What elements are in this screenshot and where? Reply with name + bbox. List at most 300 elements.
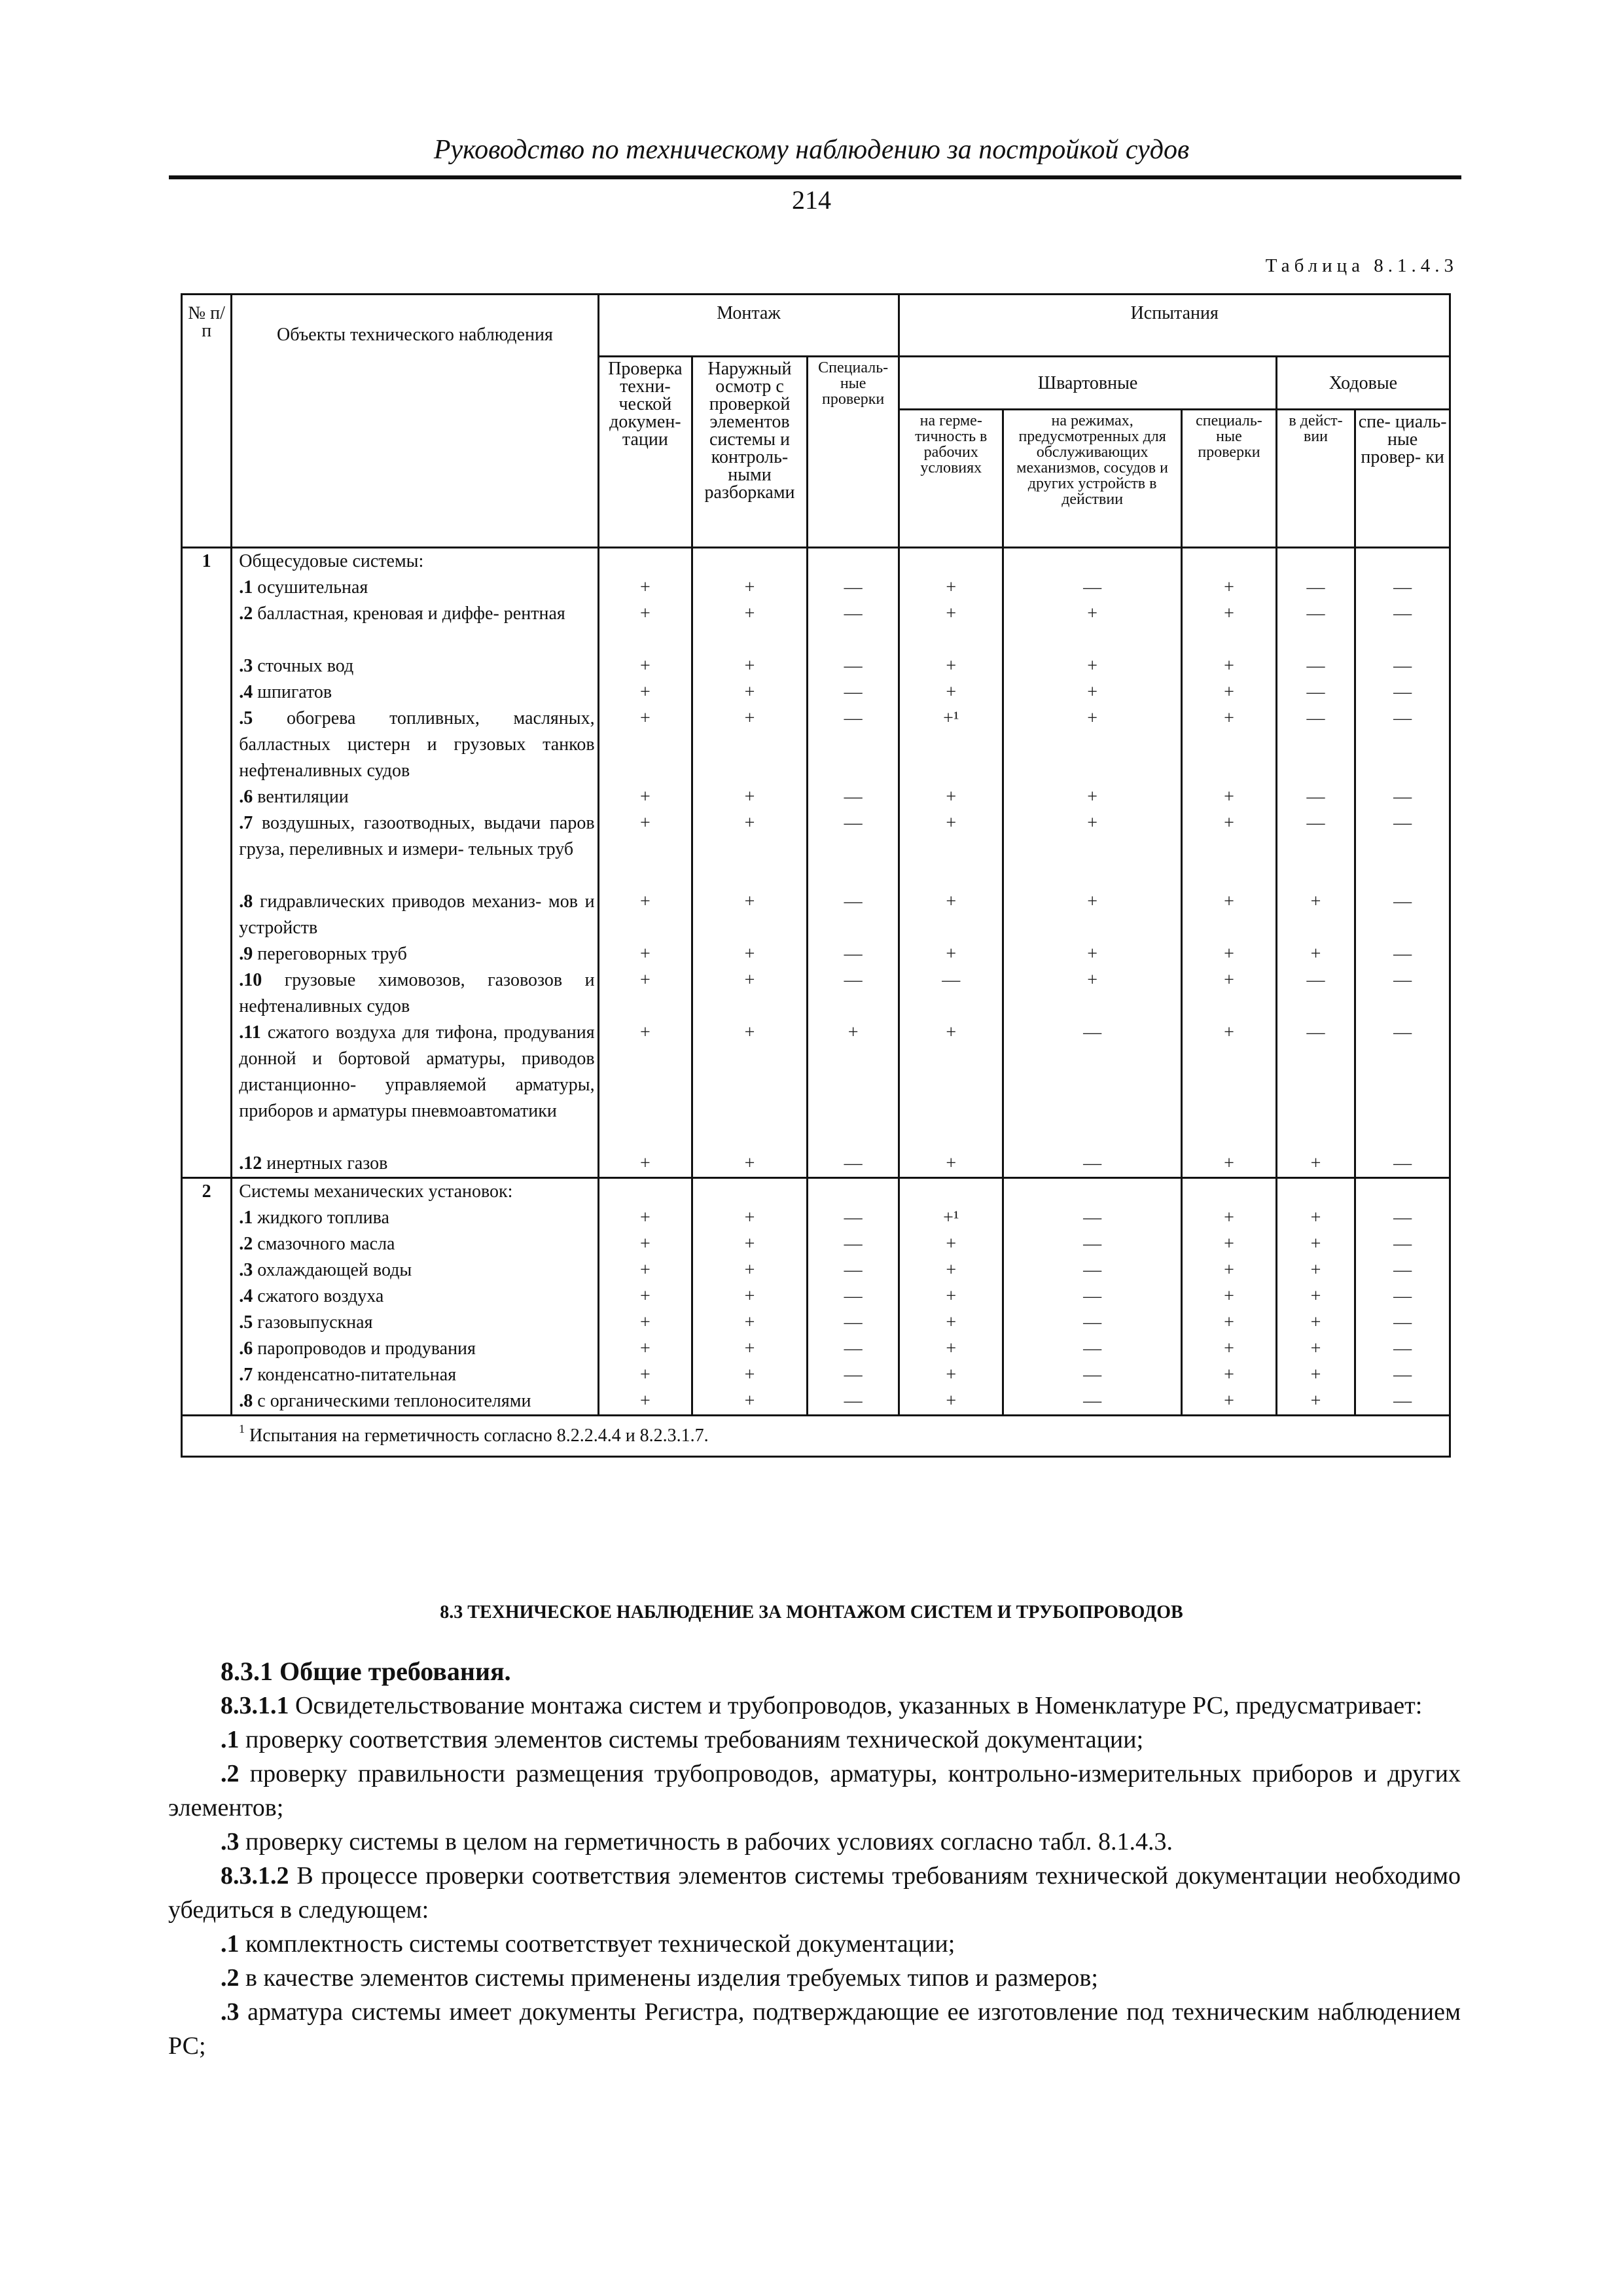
mark-cell xyxy=(1356,810,1449,889)
plus-mark: + xyxy=(946,1338,957,1359)
mark-cell xyxy=(1356,784,1449,810)
mark-column xyxy=(807,548,899,1178)
footnote-text: Испытания на герметичность согласно 8.2.2.4.4 и 8.2.3.1.7. xyxy=(249,1426,709,1446)
object-item-number: .3 xyxy=(239,1260,253,1280)
dash-mark: — xyxy=(1393,1260,1412,1280)
mark-cell xyxy=(808,1257,899,1283)
plus-mark: +¹ xyxy=(943,708,959,728)
plus-mark: + xyxy=(639,656,651,676)
mark-cell xyxy=(1004,1020,1181,1151)
dash-mark: — xyxy=(844,891,863,912)
col-header-modes: на режимах, предусмотренных для обслуживающих механизмов, сосудов и других устройств в действии xyxy=(1003,410,1182,548)
mark-cell xyxy=(599,1205,692,1231)
plus-mark: + xyxy=(1224,1260,1234,1280)
mark-cell xyxy=(808,1283,899,1310)
paragraph-number: 8.3.1.2 xyxy=(221,1862,289,1890)
mark-cell xyxy=(808,967,899,1020)
plus-mark: + xyxy=(1087,708,1098,728)
paragraph-8-3-1-2 xyxy=(168,1859,1461,1927)
object-item-number: .2 xyxy=(239,603,253,624)
mark-cell xyxy=(1004,784,1181,810)
dash-mark: — xyxy=(1083,1208,1102,1228)
dash-mark: — xyxy=(1393,682,1412,702)
mark-cell xyxy=(1004,889,1181,941)
mark-cell xyxy=(1356,1020,1449,1151)
col-header-ispytaniya: Испытания xyxy=(899,295,1450,357)
plus-mark: + xyxy=(946,1391,957,1411)
mark-cell xyxy=(1356,1362,1449,1388)
subsection-title: 8.3.1 Общие требования. xyxy=(221,1657,511,1686)
table-row xyxy=(182,1178,1450,1416)
list-item-text: в качестве элементов системы применены изделия требуемых типов и размеров; xyxy=(239,1964,1098,1992)
mark-cell xyxy=(808,941,899,967)
mark-cell xyxy=(1356,1283,1449,1310)
mark-cell xyxy=(1277,889,1354,941)
mark-cell xyxy=(900,784,1002,810)
dash-mark: — xyxy=(1393,1338,1412,1359)
mark-cell xyxy=(900,706,1002,784)
col-header-doc-check: Проверка техни- ческой докумен- тации xyxy=(598,357,692,548)
dash-mark: — xyxy=(1393,708,1412,728)
col-header-special-checks-sea: спе- циаль- ные провер- ки xyxy=(1355,410,1450,548)
plus-mark: + xyxy=(744,970,755,990)
plus-mark: + xyxy=(639,1286,651,1306)
object-item xyxy=(239,679,594,706)
object-item-text: газовыпускная xyxy=(257,1312,373,1333)
object-item-number: .5 xyxy=(239,1312,253,1333)
object-item-text: сточных вод xyxy=(257,656,354,676)
mark-cell xyxy=(1183,1388,1275,1414)
mark-cell xyxy=(1277,941,1354,967)
object-item-text: балластная, креновая и диффе- рентная xyxy=(257,603,565,624)
mark-cell xyxy=(1004,1388,1181,1414)
plus-mark: + xyxy=(639,970,651,990)
object-item-text: сжатого воздуха для тифона, продувания донной и бортовой арматуры, приводов дистанционно- управляемой арматуры, приборов и арматуры пневмоавтоматики xyxy=(239,1022,595,1121)
mark-cell xyxy=(693,601,806,653)
dash-mark: — xyxy=(844,787,863,807)
mark-cell xyxy=(599,679,692,706)
dash-mark: — xyxy=(844,1260,863,1280)
mark-cell xyxy=(900,1151,1002,1177)
mark-cell xyxy=(599,784,692,810)
mark-column xyxy=(692,548,808,1178)
plus-mark: + xyxy=(946,1022,957,1043)
mark-cell xyxy=(693,706,806,784)
mark-cell xyxy=(808,1205,899,1231)
mark-cell xyxy=(900,967,1002,1020)
plus-mark: + xyxy=(1224,1286,1234,1306)
object-item-number: .8 xyxy=(239,891,253,912)
plus-mark: + xyxy=(744,813,755,833)
mark-cell xyxy=(900,941,1002,967)
mark-cell xyxy=(808,1179,899,1205)
mark-cell xyxy=(1356,575,1449,601)
plus-mark: + xyxy=(639,1391,651,1411)
plus-mark: + xyxy=(1224,970,1234,990)
object-item-number: .4 xyxy=(239,682,253,702)
mark-cell xyxy=(1356,1257,1449,1283)
mark-cell xyxy=(693,679,806,706)
mark-cell xyxy=(1183,784,1275,810)
object-item-number: .5 xyxy=(239,708,253,728)
plus-mark: + xyxy=(946,656,957,676)
object-item-text: сжатого воздуха xyxy=(257,1286,384,1306)
dash-mark: — xyxy=(844,813,863,833)
list-item xyxy=(168,1825,1461,1859)
mark-cell xyxy=(1356,941,1449,967)
plus-mark: + xyxy=(744,656,755,676)
mark-column xyxy=(1276,548,1355,1178)
mark-cell xyxy=(1277,601,1354,653)
mark-cell xyxy=(599,548,692,575)
dash-mark: — xyxy=(1393,1365,1412,1385)
mark-cell xyxy=(1356,1205,1449,1231)
mark-cell xyxy=(599,1151,692,1177)
plus-mark: + xyxy=(744,603,755,624)
plus-mark: + xyxy=(1224,656,1234,676)
mark-cell xyxy=(599,1336,692,1362)
plus-mark: + xyxy=(946,1153,957,1174)
plus-mark: + xyxy=(1310,1286,1321,1306)
mark-cell xyxy=(1183,548,1275,575)
col-header-external-inspection: Наружный осмотр с проверкой элементов системы и контроль- ными разборками xyxy=(692,357,808,548)
dash-mark: — xyxy=(844,577,863,598)
dash-mark: — xyxy=(1083,1391,1102,1411)
object-item-number: .2 xyxy=(239,1234,253,1254)
group-objects xyxy=(232,1178,598,1416)
mark-cell xyxy=(1183,679,1275,706)
mark-cell xyxy=(693,967,806,1020)
mark-column xyxy=(899,548,1003,1178)
plus-mark: + xyxy=(744,1260,755,1280)
group-title: Системы механических установок: xyxy=(239,1181,513,1202)
plus-mark: + xyxy=(1310,1338,1321,1359)
plus-mark: + xyxy=(639,944,651,964)
plus-mark: + xyxy=(744,1022,755,1043)
plus-mark: + xyxy=(639,1338,651,1359)
dash-mark: — xyxy=(1083,1286,1102,1306)
mark-cell xyxy=(900,653,1002,679)
mark-cell xyxy=(900,1388,1002,1414)
running-header: Руководство по техническому наблюдению за постройкой судов xyxy=(433,135,1190,165)
dash-mark: — xyxy=(844,656,863,676)
dash-mark: — xyxy=(1393,1153,1412,1174)
mark-cell xyxy=(808,653,899,679)
plus-mark: + xyxy=(946,813,957,833)
table-body xyxy=(182,548,1450,1457)
mark-cell xyxy=(1356,601,1449,653)
object-item xyxy=(239,575,594,601)
plus-mark: + xyxy=(639,787,651,807)
object-item xyxy=(239,1283,594,1310)
plus-mark: + xyxy=(946,603,957,624)
mark-cell xyxy=(693,1020,806,1151)
plus-mark: + xyxy=(1310,1312,1321,1333)
mark-cell xyxy=(599,1362,692,1388)
mark-cell xyxy=(1004,1336,1181,1362)
plus-mark: + xyxy=(639,1260,651,1280)
mark-cell xyxy=(808,1336,899,1362)
mark-cell xyxy=(693,889,806,941)
plus-mark: + xyxy=(744,577,755,598)
object-item xyxy=(239,1151,594,1177)
group-objects xyxy=(232,548,598,1178)
dash-mark: — xyxy=(1393,603,1412,624)
dash-mark: — xyxy=(844,1391,863,1411)
mark-cell xyxy=(808,810,899,889)
mark-cell xyxy=(1277,1310,1354,1336)
dash-mark: — xyxy=(844,1286,863,1306)
object-item-text: грузовые химовозов, газовозов и нефтеналивных судов xyxy=(239,970,595,1016)
mark-column xyxy=(598,1178,692,1416)
plus-mark: + xyxy=(946,1234,957,1254)
list-item-number: .2 xyxy=(221,1964,240,1992)
plus-mark: + xyxy=(1087,944,1098,964)
body-text xyxy=(168,1655,1461,2063)
mark-cell xyxy=(808,679,899,706)
plus-mark: + xyxy=(744,1208,755,1228)
mark-cell xyxy=(1277,653,1354,679)
inspection-table xyxy=(181,293,1451,1458)
plus-mark: + xyxy=(1310,1208,1321,1228)
mark-cell xyxy=(599,941,692,967)
dash-mark: — xyxy=(1306,577,1325,598)
mark-cell xyxy=(808,1310,899,1336)
page-number: 214 xyxy=(792,185,831,215)
paragraph-text: Освидетельствование монтажа систем и трубопроводов, указанных в Номенклатуре РС, предусматривает: xyxy=(289,1692,1423,1719)
mark-cell xyxy=(693,1362,806,1388)
dash-mark: — xyxy=(1306,656,1325,676)
plus-mark: + xyxy=(744,787,755,807)
plus-mark: + xyxy=(639,1022,651,1043)
paragraph-number: 8.3.1.1 xyxy=(221,1692,289,1719)
mark-cell xyxy=(599,1020,692,1151)
object-item-number: .10 xyxy=(239,970,262,990)
mark-cell xyxy=(1183,1179,1275,1205)
list-item-number: .1 xyxy=(221,1726,240,1753)
dash-mark: — xyxy=(1393,970,1412,990)
list-item-text: проверку системы в целом на герметичность в рабочих условиях согласно табл. 8.1.4.3. xyxy=(239,1828,1173,1856)
col-header-tightness: на герме- тичность в рабочих условиях xyxy=(899,410,1003,548)
mark-cell xyxy=(1004,967,1181,1020)
mark-column xyxy=(1003,548,1182,1178)
plus-mark: + xyxy=(1224,1022,1234,1043)
plus-mark: + xyxy=(744,944,755,964)
mark-cell xyxy=(1183,706,1275,784)
plus-mark: + xyxy=(1087,603,1098,624)
plus-mark: + xyxy=(1310,1234,1321,1254)
plus-mark: + xyxy=(639,1208,651,1228)
mark-cell xyxy=(599,1310,692,1336)
dash-mark: — xyxy=(1393,1286,1412,1306)
mark-cell xyxy=(1004,1283,1181,1310)
object-item xyxy=(239,1257,594,1283)
mark-cell xyxy=(693,1310,806,1336)
object-item-text: вентиляции xyxy=(257,787,349,807)
plus-mark: + xyxy=(946,577,957,598)
dash-mark: — xyxy=(844,1338,863,1359)
list-item xyxy=(168,1723,1461,1757)
dash-mark: — xyxy=(1393,1391,1412,1411)
dash-mark: — xyxy=(1306,682,1325,702)
mark-cell xyxy=(693,1205,806,1231)
plus-mark: + xyxy=(744,1234,755,1254)
table-footnote-row xyxy=(182,1416,1450,1457)
mark-cell xyxy=(1183,1283,1275,1310)
mark-cell xyxy=(693,1231,806,1257)
plus-mark: + xyxy=(1087,813,1098,833)
object-item xyxy=(239,967,594,1020)
plus-mark: + xyxy=(1224,603,1234,624)
plus-mark: + xyxy=(1224,1365,1234,1385)
mark-cell xyxy=(1277,1362,1354,1388)
dash-mark: — xyxy=(1393,577,1412,598)
mark-cell xyxy=(1356,1310,1449,1336)
object-item xyxy=(239,1336,594,1362)
plus-mark: + xyxy=(639,1153,651,1174)
dash-mark: — xyxy=(1393,944,1412,964)
mark-column xyxy=(807,1178,899,1416)
object-item-number: .7 xyxy=(239,1365,253,1385)
plus-mark: + xyxy=(1224,1208,1234,1228)
plus-mark: + xyxy=(1224,682,1234,702)
plus-mark: + xyxy=(639,708,651,728)
plus-mark: + xyxy=(1224,813,1234,833)
plus-mark: + xyxy=(946,944,957,964)
plus-mark: + xyxy=(639,813,651,833)
mark-column xyxy=(1355,1178,1450,1416)
footnote-mark: 1 xyxy=(239,1422,245,1435)
list-item xyxy=(168,1927,1461,1961)
mark-cell xyxy=(1277,1388,1354,1414)
object-item-text: переговорных труб xyxy=(257,944,407,964)
plus-mark: + xyxy=(744,891,755,912)
plus-mark: + xyxy=(946,682,957,702)
mark-cell xyxy=(1004,548,1181,575)
mark-cell xyxy=(693,653,806,679)
object-item xyxy=(239,1310,594,1336)
plus-mark: + xyxy=(1224,944,1234,964)
plus-mark: + xyxy=(744,1286,755,1306)
plus-mark: + xyxy=(1224,577,1234,598)
mark-cell xyxy=(900,1231,1002,1257)
mark-cell xyxy=(1277,706,1354,784)
object-item-number: .1 xyxy=(239,1208,253,1228)
mark-cell xyxy=(1277,1283,1354,1310)
object-item xyxy=(239,1205,594,1231)
plus-mark: + xyxy=(1087,682,1098,702)
dash-mark: — xyxy=(1393,1312,1412,1333)
mark-cell xyxy=(599,601,692,653)
plus-mark: + xyxy=(1224,891,1234,912)
mark-cell xyxy=(599,1179,692,1205)
object-item xyxy=(239,1231,594,1257)
plus-mark: + xyxy=(1224,708,1234,728)
dash-mark: — xyxy=(1393,891,1412,912)
object-item-number: .9 xyxy=(239,944,253,964)
object-item-text: инертных газов xyxy=(266,1153,388,1174)
dash-mark: — xyxy=(1306,787,1325,807)
group-title: Общесудовые системы: xyxy=(239,551,424,571)
mark-cell xyxy=(599,1283,692,1310)
mark-cell xyxy=(1356,679,1449,706)
object-item-text: шпигатов xyxy=(257,682,332,702)
plus-mark: + xyxy=(744,1338,755,1359)
mark-cell xyxy=(1277,1179,1354,1205)
mark-cell xyxy=(1356,967,1449,1020)
list-item-text: арматура системы имеет документы Регистра, подтверждающие ее изготовление под техническим наблюдением РС; xyxy=(168,1998,1461,2060)
list-item-number: .3 xyxy=(221,1998,240,2026)
plus-mark: + xyxy=(1087,787,1098,807)
mark-cell xyxy=(1004,653,1181,679)
plus-mark: + xyxy=(946,1260,957,1280)
mark-cell xyxy=(808,1151,899,1177)
mark-cell xyxy=(808,548,899,575)
object-item-text: осушительная xyxy=(257,577,368,598)
object-item-text: обогрева топливных, масляных, балластных цистерн и грузовых танков нефтеналивных судов xyxy=(239,708,595,781)
object-item-number: .3 xyxy=(239,656,253,676)
mark-cell xyxy=(1004,810,1181,889)
mark-cell xyxy=(900,1020,1002,1151)
plus-mark: +¹ xyxy=(943,1208,959,1228)
dash-mark: — xyxy=(1083,1338,1102,1359)
mark-cell xyxy=(900,601,1002,653)
plus-mark: + xyxy=(946,1312,957,1333)
dash-mark: — xyxy=(844,1153,863,1174)
mark-cell xyxy=(900,810,1002,889)
mark-cell xyxy=(693,548,806,575)
mark-cell xyxy=(1004,575,1181,601)
mark-cell xyxy=(1183,1336,1275,1362)
mark-cell xyxy=(1004,1205,1181,1231)
mark-column xyxy=(1003,1178,1182,1416)
paragraph-text: В процессе проверки соответствия элементов системы требованиям технической документации необходимо убедиться в следующем: xyxy=(168,1862,1461,1924)
dash-mark: — xyxy=(844,603,863,624)
dash-mark: — xyxy=(844,1234,863,1254)
mark-cell xyxy=(693,1283,806,1310)
mark-cell xyxy=(1004,706,1181,784)
object-item-text: жидкого топлива xyxy=(257,1208,389,1228)
dash-mark: — xyxy=(844,944,863,964)
mark-cell xyxy=(1356,1388,1449,1414)
plus-mark: + xyxy=(1310,1260,1321,1280)
col-header-in-action: в дейст- вии xyxy=(1276,410,1355,548)
object-item-number: .6 xyxy=(239,787,253,807)
mark-cell xyxy=(1277,810,1354,889)
list-item-number: .2 xyxy=(221,1760,240,1787)
dash-mark: — xyxy=(1083,1260,1102,1280)
paragraph-8-3-1-1 xyxy=(168,1689,1461,1723)
plus-mark: + xyxy=(1087,891,1098,912)
mark-cell xyxy=(1004,1151,1181,1177)
mark-cell xyxy=(900,1283,1002,1310)
mark-cell xyxy=(808,1231,899,1257)
mark-cell xyxy=(1356,706,1449,784)
col-header-shvartovnye: Швартовные xyxy=(899,357,1276,410)
mark-cell xyxy=(693,941,806,967)
plus-mark: + xyxy=(1310,1153,1321,1174)
plus-mark: + xyxy=(639,1365,651,1385)
mark-cell xyxy=(900,1336,1002,1362)
col-header-special-checks-moor: специаль- ные проверки xyxy=(1182,410,1277,548)
list-item xyxy=(168,1995,1461,2063)
dash-mark: — xyxy=(1393,656,1412,676)
dash-mark: — xyxy=(1306,603,1325,624)
list-item-text: проверку правильности размещения трубопроводов, арматуры, контрольно-измерительных приборов и других элементов; xyxy=(168,1760,1461,1821)
mark-cell xyxy=(1183,1205,1275,1231)
mark-cell xyxy=(693,1388,806,1414)
object-item xyxy=(239,810,594,889)
